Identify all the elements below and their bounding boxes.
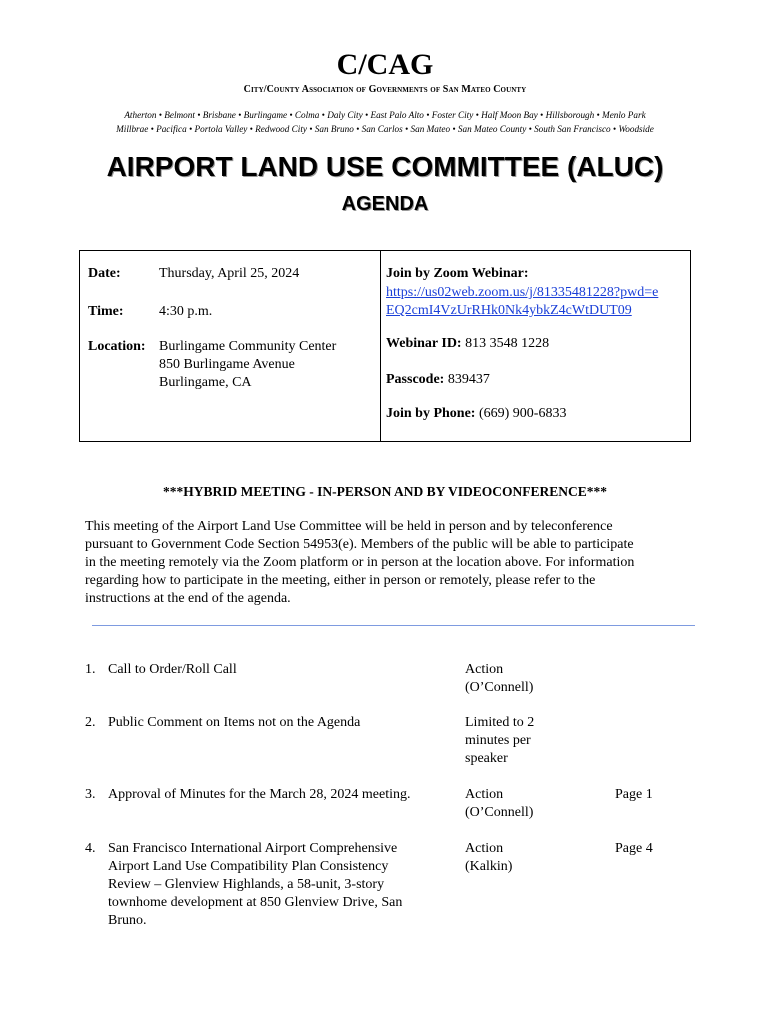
item-page-ref: Page 1 xyxy=(615,787,653,802)
hybrid-meeting-notice xyxy=(85,518,695,608)
meeting-info-box xyxy=(79,250,691,442)
item-action xyxy=(465,714,565,768)
join-by-phone xyxy=(386,405,566,423)
item-action-line: speaker xyxy=(465,751,508,766)
item-title xyxy=(108,661,438,679)
webinar-id-value: 813 3548 1228 xyxy=(465,336,550,351)
time-label: Time: xyxy=(88,304,124,319)
item-action-line: minutes per xyxy=(465,733,531,748)
item-page-ref: Page 4 xyxy=(615,841,653,856)
item-title-line: Public Comment on Items not on the Agenda xyxy=(108,715,361,730)
item-title xyxy=(108,714,438,732)
item-number: 3. xyxy=(85,787,96,802)
item-action xyxy=(465,840,565,876)
item-action xyxy=(465,786,565,822)
zoom-link-line-1[interactable]: https://us02web.zoom.us/j/81335481228?pwd=e xyxy=(386,285,659,300)
passcode-value: 839437 xyxy=(447,372,490,387)
location-line-1: Burlingame Community Center xyxy=(159,339,337,354)
notice-line-3: in the meeting remotely via the Zoom platform or in person at the location above. For information xyxy=(85,555,635,570)
notice-line-1: This meeting of the Airport Land Use Committee will be held in person and by teleconference xyxy=(85,519,613,534)
notice-line-4: regarding how to participate in the meeting, either in person or remotely, please refer to the xyxy=(85,573,596,588)
section-divider xyxy=(92,625,695,626)
item-action-line: (O’Connell) xyxy=(465,680,534,695)
item-action-line: Limited to 2 xyxy=(465,715,535,730)
item-title-line: Bruno. xyxy=(108,913,147,928)
member-cities-line-1: Atherton • Belmont • Brisbane • Burlingame • Colma • Daly City • East Palo Alto • Foster City • Half Moon Bay • Hillsborough • Menlo Park xyxy=(124,110,646,120)
item-title-line: San Francisco International Airport Comprehensive xyxy=(108,841,398,856)
notice-line-5: instructions at the end of the agenda. xyxy=(85,591,291,606)
time-value: 4:30 p.m. xyxy=(159,304,213,319)
passcode xyxy=(386,371,490,389)
item-action-line: (O’Connell) xyxy=(465,805,534,820)
zoom-webinar-link[interactable] xyxy=(386,284,688,320)
item-title-line: Call to Order/Roll Call xyxy=(108,662,237,677)
zoom-label: Join by Zoom Webinar: xyxy=(386,266,529,281)
org-full-name: City/County Association of Governments of San Mateo County xyxy=(243,84,527,95)
item-title-line: Airport Land Use Compatibility Plan Consistency xyxy=(108,859,389,874)
member-cities-line-2: Millbrae • Pacifica • Portola Valley • Redwood City • San Bruno • San Carlos • San Mateo • San Mateo County • South San Francisco • Woodside xyxy=(116,124,654,134)
item-action-line: Action xyxy=(465,787,504,802)
item-action-line: Action xyxy=(465,662,504,677)
passcode-label: Passcode: xyxy=(386,372,445,387)
item-action-line: (Kalkin) xyxy=(465,859,513,874)
item-title-line: Approval of Minutes for the March 28, 2024 meeting. xyxy=(108,787,411,802)
location-value xyxy=(159,338,336,392)
item-title xyxy=(108,786,438,804)
item-title-line: Review – Glenview Highlands, a 58-unit, 3-story xyxy=(108,877,385,892)
date-label: Date: xyxy=(88,266,121,281)
item-action xyxy=(465,661,565,697)
item-number: 4. xyxy=(85,841,96,856)
zoom-link-line-2[interactable]: EQ2cmI4VzUrRHk0Nk4ybkZ4cWtDUT09 xyxy=(386,303,632,318)
item-title-line: townhome development at 850 Glenview Drive, San xyxy=(108,895,403,910)
phone-value: (669) 900-6833 xyxy=(478,406,567,421)
committee-title: AIRPORT LAND USE COMMITTEE (ALUC) xyxy=(106,151,664,182)
org-acronym: C/CAG xyxy=(336,48,434,81)
member-cities xyxy=(40,108,730,136)
item-title xyxy=(108,840,438,930)
webinar-id-label: Webinar ID: xyxy=(386,336,462,351)
phone-label: Join by Phone: xyxy=(386,406,476,421)
location-line-3: Burlingame, CA xyxy=(159,375,252,390)
location-line-2: 850 Burlingame Avenue xyxy=(159,357,295,372)
item-number: 1. xyxy=(85,662,96,677)
notice-line-2: pursuant to Government Code Section 54953(e). Members of the public will be able to participate xyxy=(85,537,634,552)
location-label: Location: xyxy=(88,339,146,354)
hybrid-meeting-heading: ***HYBRID MEETING - IN-PERSON AND BY VIDEOCONFERENCE*** xyxy=(162,484,608,499)
webinar-id xyxy=(386,335,549,353)
agenda-title: AGENDA xyxy=(341,193,429,215)
item-action-line: Action xyxy=(465,841,504,856)
item-number: 2. xyxy=(85,715,96,730)
date-value: Thursday, April 25, 2024 xyxy=(159,266,300,281)
info-box-divider xyxy=(380,251,381,441)
